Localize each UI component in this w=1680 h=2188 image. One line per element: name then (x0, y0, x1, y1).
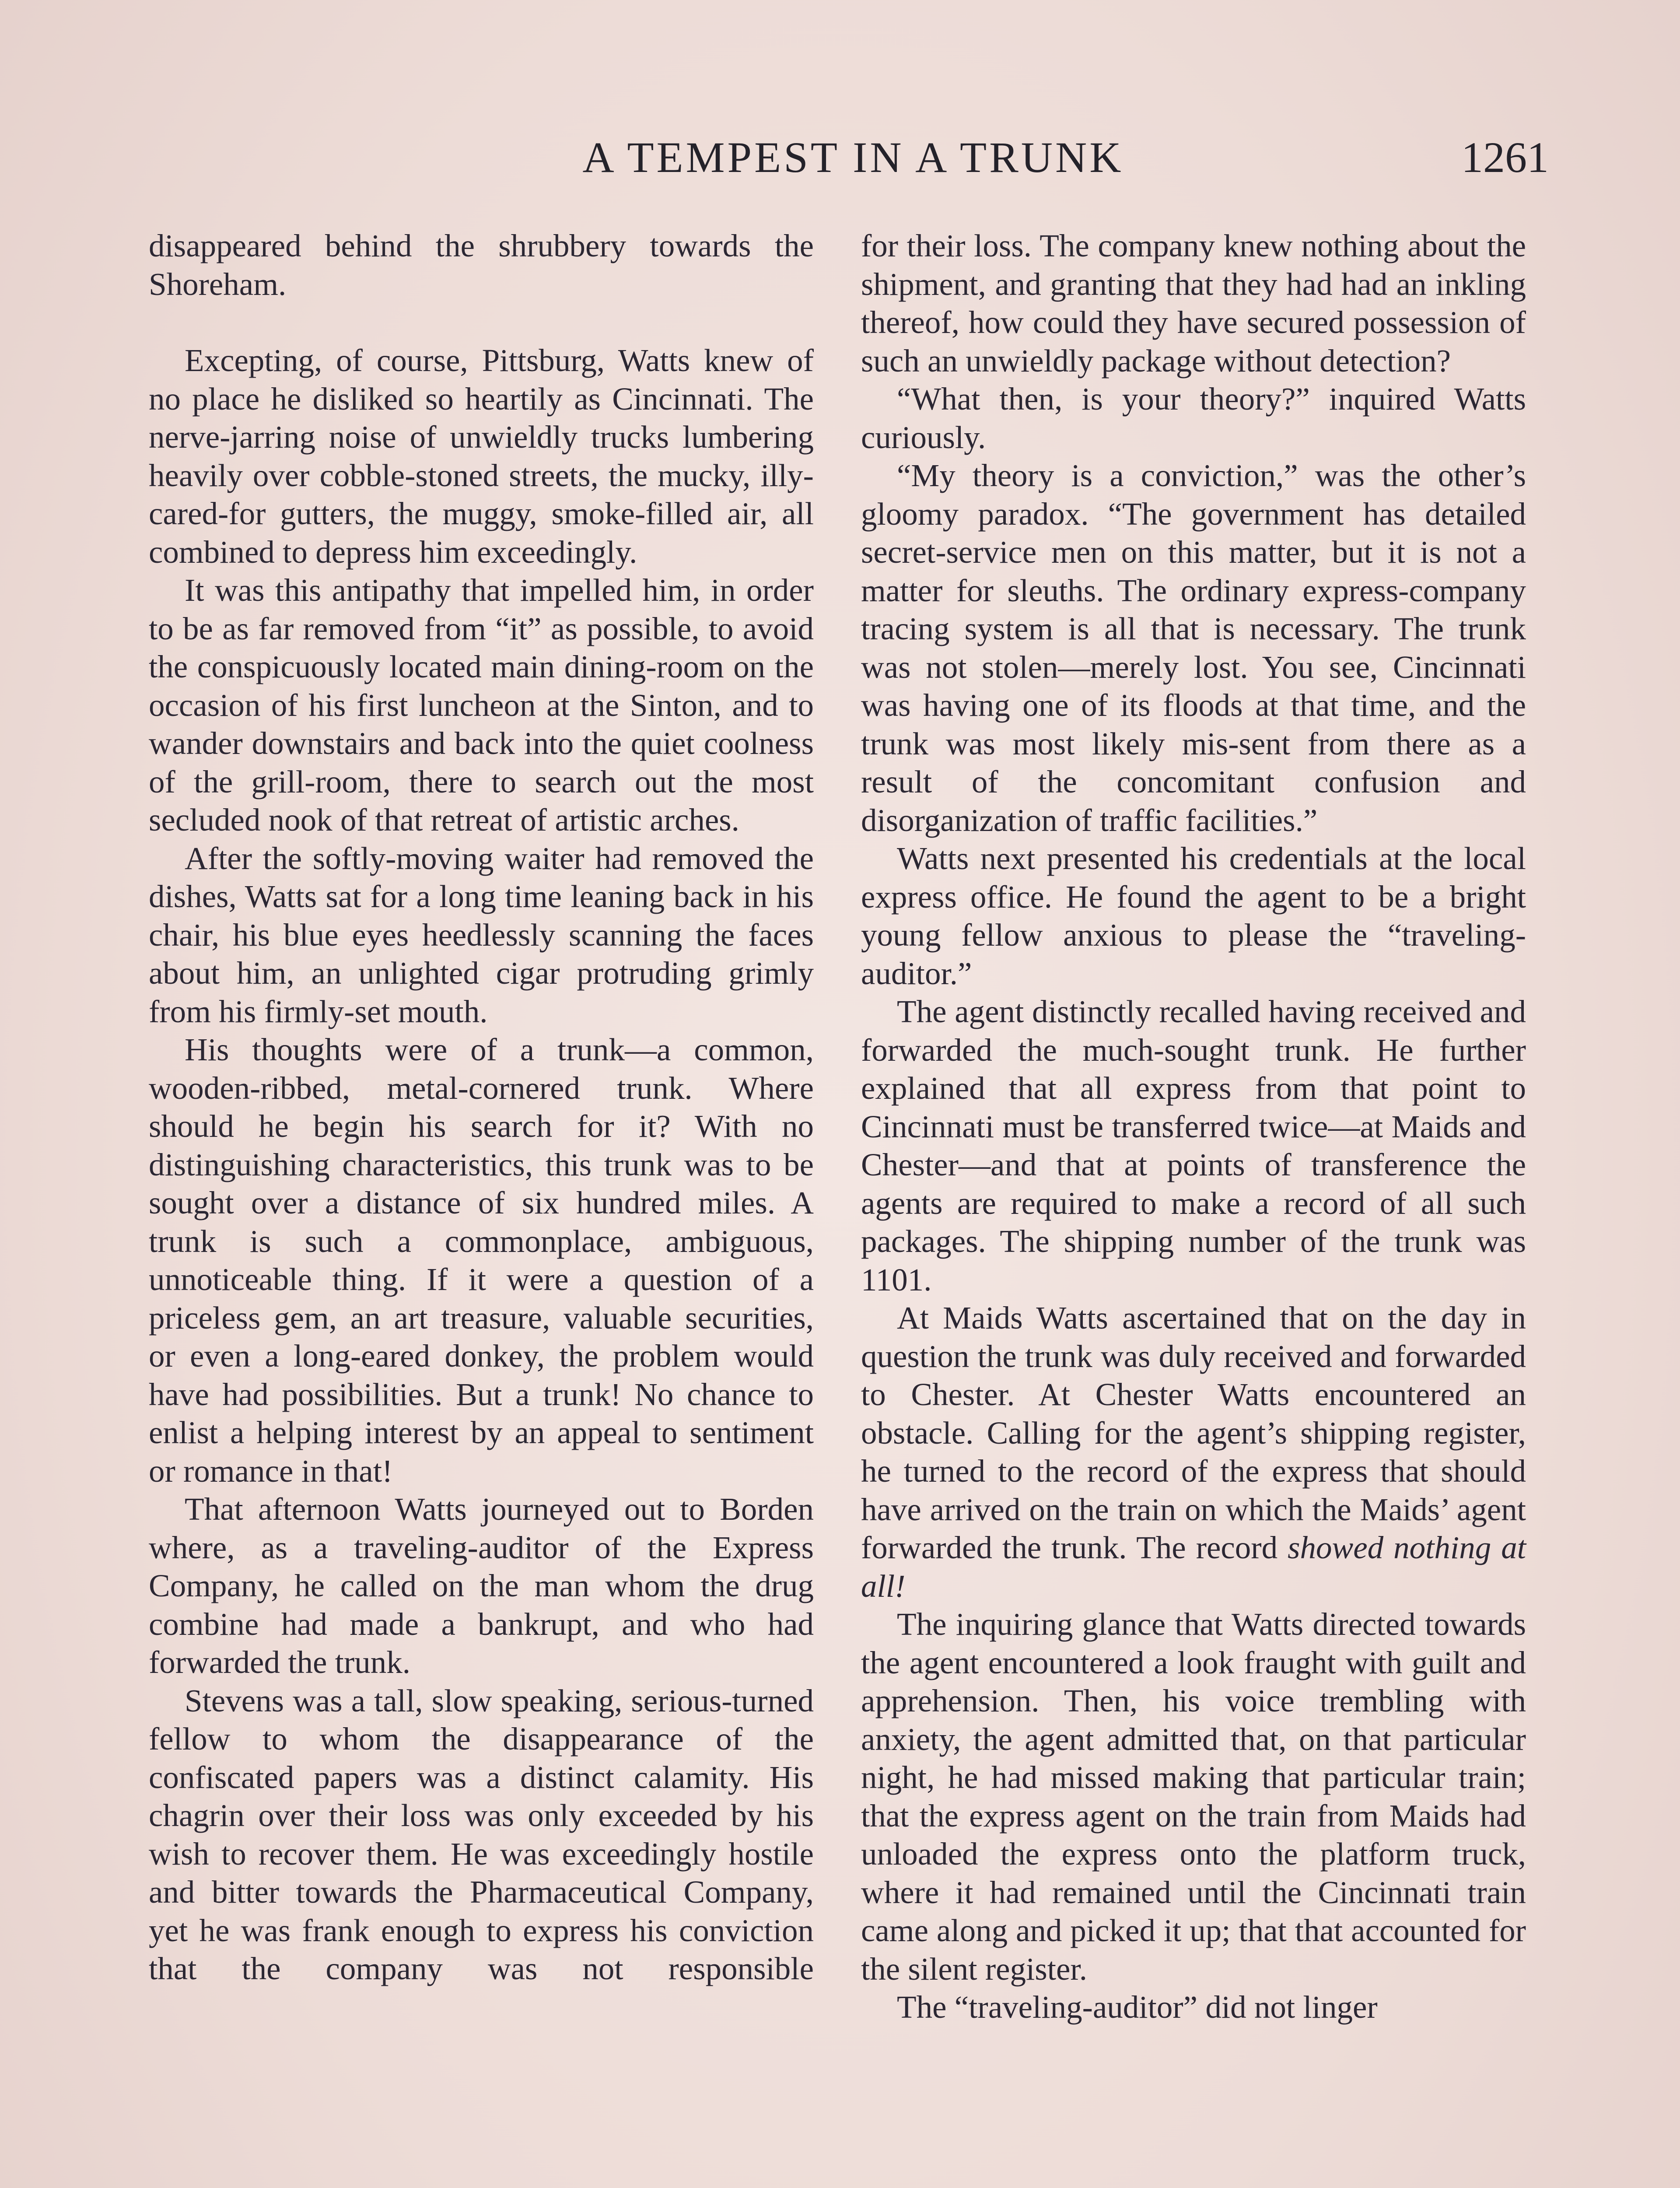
paragraph: “My theory is a conviction,” was the other’s gloomy paradox. “The government has detailed secret-service men on this matter, but it is not a matter for sleuths. The ordinary express-company tracing system is all that is necessary. The trunk was not stolen—merely lost. You see, Cincinnati was having one of its floods at that time, and the trunk was most likely mis-sent from there as a result of the concomitant confusion and disorganization of traffic facilities.” (861, 458, 1526, 838)
paragraph: That afternoon Watts journeyed out to Borden where, as a traveling-auditor of the Express Company, he called on the man whom the drug combine had made a bankrupt, and who had forwarded the trunk. (149, 1491, 814, 1680)
paragraph: It was this antipathy that impelled him, in order to be as far removed from “it” as possible, to avoid the conspicuously located main dining-room on the occasion of his first luncheon at the Sinton, and to wander downstairs and back into the quiet coolness of the grill-room, there to search out the most secluded nook of that retreat of artistic arches. (149, 572, 814, 838)
page-number: 1261 (1461, 133, 1549, 182)
right-column (861, 227, 1526, 2027)
running-title: A TEMPEST IN A TRUNK (582, 133, 1124, 182)
paragraph (861, 1299, 1526, 1605)
left-column (149, 227, 814, 1988)
paragraph: disappeared behind the shrubbery towards the Shoreham. (149, 228, 814, 302)
paragraph: After the softly-moving waiter had removed the dishes, Watts sat for a long time leaning back in his chair, his blue eyes heedlessly scanning the faces about him, an unlighted cigar protruding grimly from his firmly-set mouth. (149, 840, 814, 1029)
paragraph: Stevens was a tall, slow speaking, serious-turned fellow to whom the disappearance of the confiscated papers was a distinct calamity. His chagrin over their loss was only exceeded by his wish to recover them. He was exceedingly hostile and bitter towards the Pharmaceutical Company, yet he was frank enough to express his conviction that the company was not responsible (149, 1683, 814, 1986)
paragraph: The “traveling-auditor” did not linger (897, 1989, 1378, 2025)
paragraph: “What then, is your theory?” inquired Watts curiously. (861, 381, 1526, 455)
emphasized-text: showed nothing at all! (861, 1530, 1526, 1604)
paragraph-text: At Maids Watts ascertained that on the day in question the trunk was duly received and forwarded to Chester. At Chester Watts encountered an obstacle. Calling for the agent’s shipping register, he turned to the record of the express that should have arrived on the train on which the Maids’ agent forwarded the trunk. The record (861, 1300, 1526, 1565)
paragraph: Watts next presented his credentials at the local express office. He found the agent to be a bright young fellow anxious to please the “traveling-auditor.” (861, 841, 1526, 991)
paragraph: Excepting, of course, Pittsburg, Watts knew of no place he disliked so heartily as Cincinnati. The nerve-jarring noise of unwieldly trucks lumbering heavily over cobble-stoned streets, the mucky, illy-cared-for gutters, the muggy, smoke-filled air, all combined to depress him exceedingly. (149, 343, 814, 570)
paragraph: The agent distinctly recalled having received and forwarded the much-sought trunk. He further explained that all express from that point to Cincinnati must be transferred twice—at Maids and Chester—and that at points of transference the agents are required to make a record of all such packages. The shipping number of the trunk was 1101. (861, 994, 1526, 1297)
paragraph: His thoughts were of a trunk—a common, wooden-ribbed, metal-cornered trunk. Where should he begin his search for it? With no distinguishing characteristics, this trunk was to be sought over a distance of six hundred miles. A trunk is such a commonplace, ambiguous, unnoticeable thing. If it were a question of a priceless gem, an art treasure, valuable securities, or even a long-eared donkey, the problem would have had possibilities. But a trunk! No chance to enlist a helping interest by an appeal to sentiment or romance in that! (149, 1032, 814, 1489)
paragraph: The inquiring glance that Watts directed towards the agent encountered a look fraught with guilt and apprehension. Then, his voice trembling with anxiety, the agent admitted that, on that particular night, he had missed making that particular train; that the express agent on the train from Maids had unloaded the express onto the platform truck, where it had remained until the Cincinnati train came along and picked it up; that that accounted for the silent register. (861, 1606, 1526, 1987)
paragraph: for their loss. The company knew nothing about the shipment, and granting that they had had an inkling thereof, how could they have secured possession of such an unwieldly package without detection? (861, 228, 1526, 379)
